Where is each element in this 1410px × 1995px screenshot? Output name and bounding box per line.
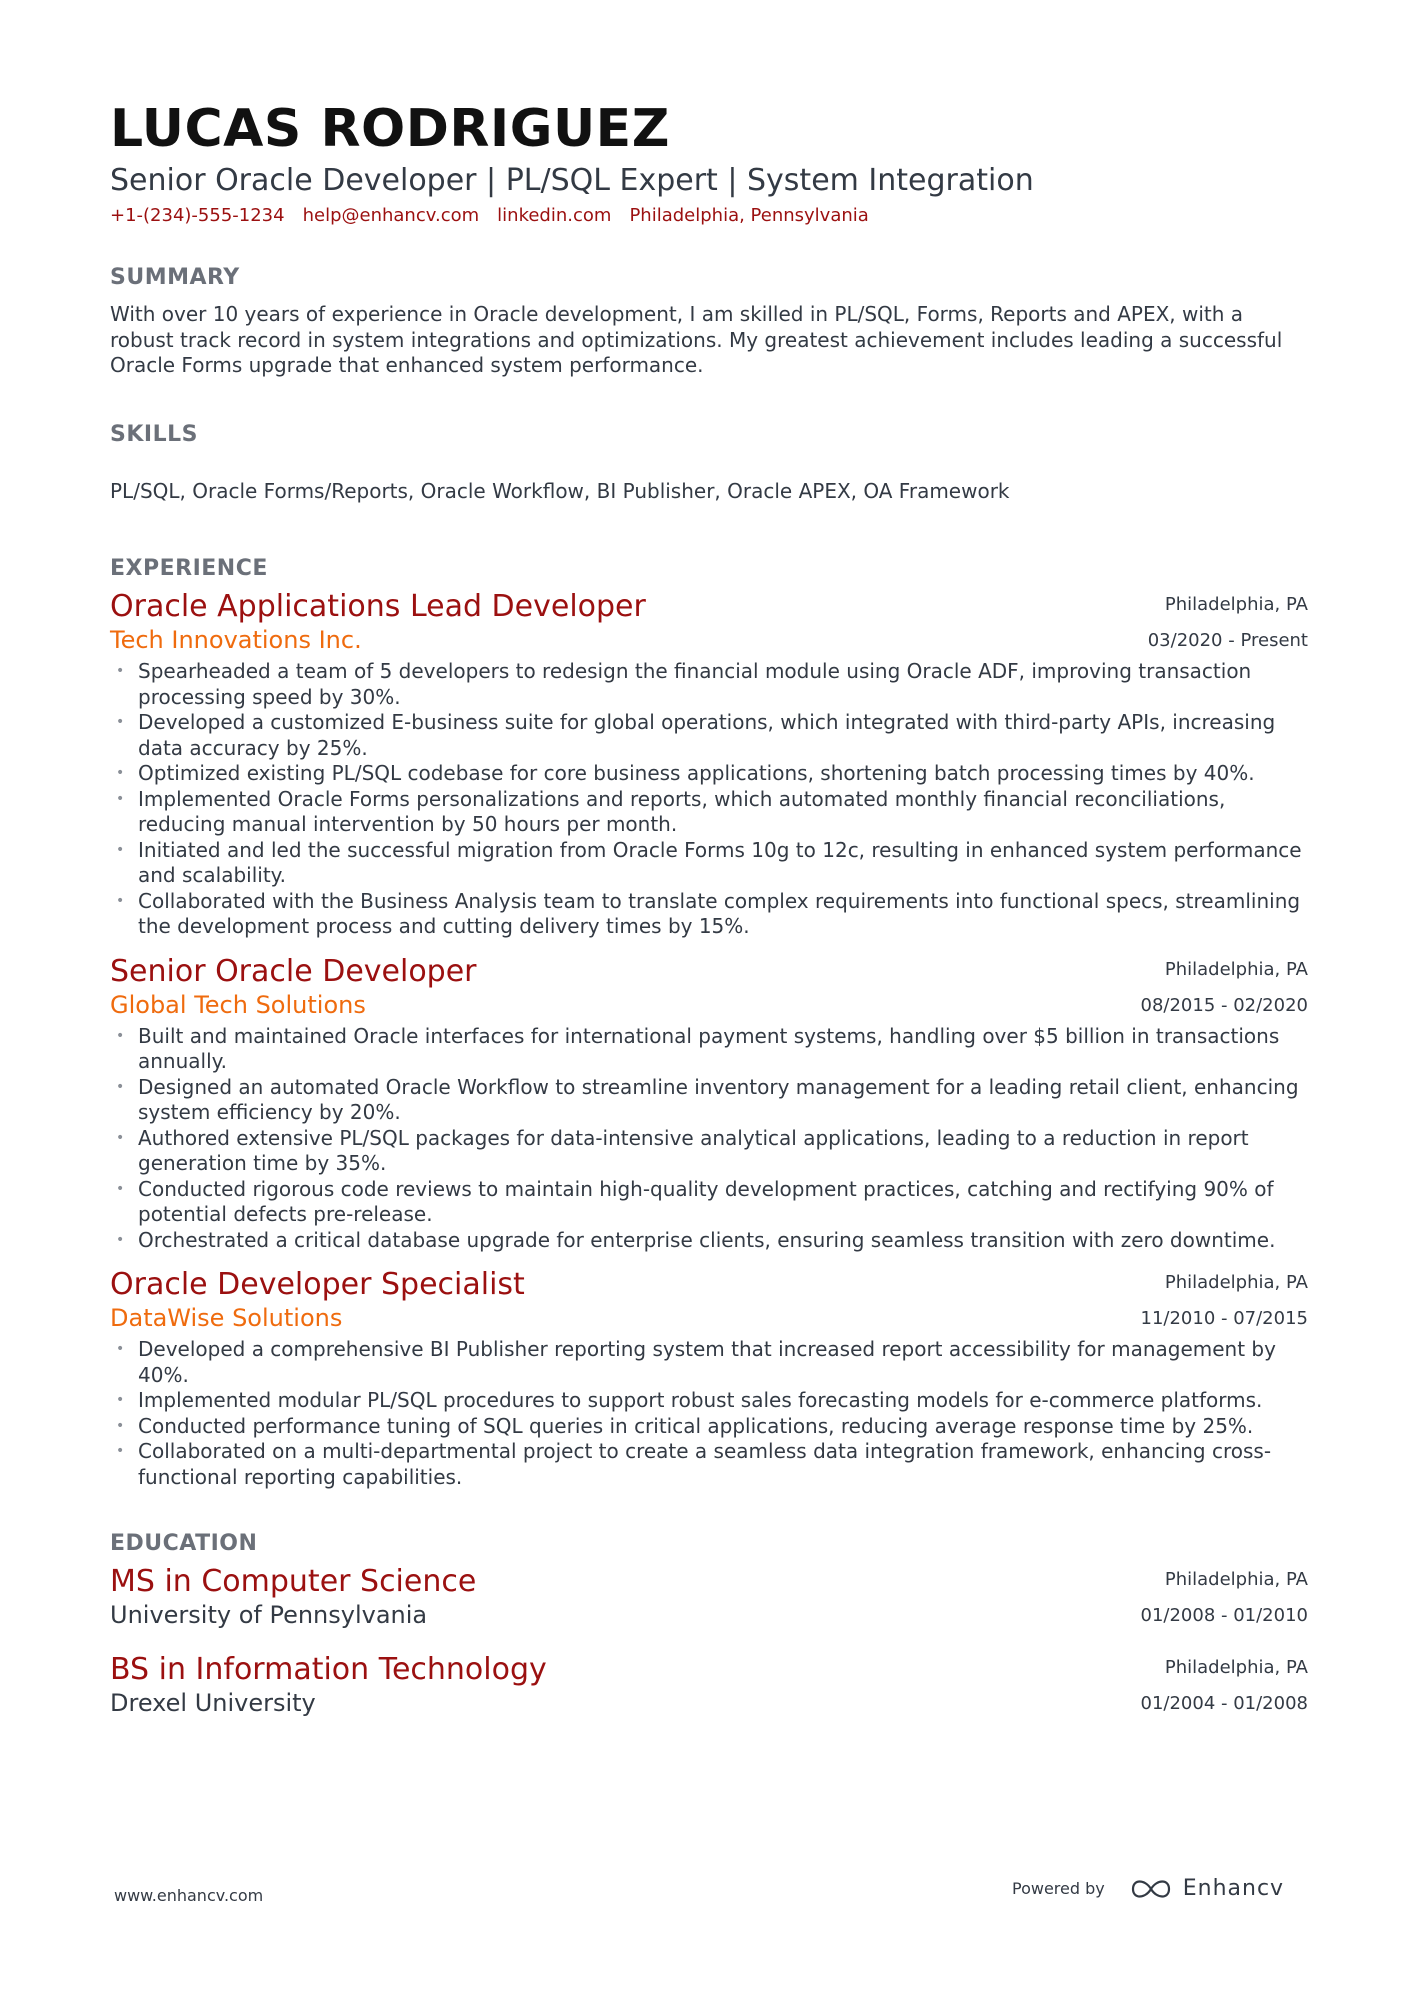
enhancv-logo-icon: [1129, 1877, 1173, 1901]
list-item: • Conducted rigorous code reviews to maintain high-quality development practices, catching and rectifying 90% of potential defects pre-release.: [116, 1176, 1274, 1226]
entry-dates: 01/2004 - 01/2008: [1140, 1693, 1308, 1714]
company-name: Global Tech Solutions: [110, 990, 366, 1019]
education-entry: [110, 1564, 1308, 1630]
bullet-icon: •: [116, 1027, 125, 1044]
bullet-icon: •: [116, 663, 125, 679]
job-title: Oracle Developer Specialist: [110, 1267, 525, 1302]
list-item: • Authored extensive PL/SQL packages for data-intensive analytical applications, leading to a reduction in report generation time by 35%.: [116, 1125, 1249, 1175]
summary-text: With over 10 years of experience in Oracle development, I am skilled in PL/SQL, Forms, Reports and APEX, with a robust track record in system integrations and optimizations. My greatest achievement includes leading a successful Oracle Forms upgrade that enhanced system performance.: [110, 302, 1283, 377]
entry-dates: 01/2008 - 01/2010: [1140, 1605, 1308, 1626]
list-item: • Orchestrated a critical database upgrade for enterprise clients, ensuring seamless transition with zero downtime.: [116, 1227, 1276, 1252]
bullet-icon: •: [116, 892, 125, 909]
degree-title: BS in Information Technology: [110, 1652, 547, 1687]
entry-location: Philadelphia, PA: [1164, 958, 1308, 980]
list-item: • Built and maintained Oracle interfaces for international payment systems, handling over $5 billion in transactions annually.: [116, 1023, 1280, 1073]
experience-entry: [110, 589, 1308, 940]
entry-location: Philadelphia, PA: [1164, 1569, 1308, 1590]
bullet-icon: •: [116, 1443, 125, 1459]
list-item: • Developed a customized E-business suite for global operations, which integrated with third-party APIs, increasing data accuracy by 25%.: [116, 710, 1276, 760]
entry-dates: 11/2010 - 07/2015: [1140, 1308, 1308, 1329]
list-item: • Collaborated on a multi-departmental project to create a seamless data integration framework, enhancing cross-functional reporting capabilities.: [116, 1439, 1272, 1489]
list-item: • Conducted performance tuning of SQL queries in critical applications, reducing average response time by 25%.: [116, 1413, 1254, 1438]
job-title: Senior Oracle Developer: [110, 953, 477, 989]
entry-location: Philadelphia, PA: [1164, 594, 1308, 615]
entry-dates: 03/2020 - Present: [1147, 630, 1308, 651]
candidate-name: LUCAS RODRIGUEZ: [110, 99, 670, 159]
education-heading: EDUCATION: [110, 1531, 258, 1556]
list-item: • Developed a comprehensive BI Publisher reporting system that increased report accessibility for management by 40%.: [116, 1337, 1276, 1387]
company-name: DataWise Solutions: [110, 1304, 343, 1332]
job-bullets: [110, 659, 1308, 940]
list-item: • Collaborated with the Business Analysis team to translate complex requirements into functional specs, streamlining the development process and cutting delivery times by 15%.: [116, 888, 1301, 938]
list-item: • Optimized existing PL/SQL codebase for core business applications, shortening batch processing times by 40%.: [116, 761, 1255, 785]
bullet-icon: •: [116, 1231, 125, 1248]
experience-heading: EXPERIENCE: [110, 556, 268, 581]
contact-location: Philadelphia, Pennsylvania: [629, 205, 869, 226]
list-item: • Implemented Oracle Forms personalizations and reports, which automated monthly financial reconciliations, reducing manual intervention by 50 hours per month.: [116, 786, 1226, 836]
company-name: Tech Innovations Inc.: [110, 626, 362, 654]
job-bullets: [110, 1337, 1308, 1490]
job-title: Oracle Applications Lead Developer: [110, 589, 646, 624]
school-name: University of Pennsylvania: [110, 1601, 428, 1629]
list-item: • Implemented modular PL/SQL procedures to support robust sales forecasting models for e-commerce platforms.: [116, 1388, 1263, 1412]
list-item: • Initiated and led the successful migration from Oracle Forms 10g to 12c, resulting in enhanced system performance and scalability.: [116, 837, 1302, 887]
footer-website[interactable]: www.enhancv.com: [114, 1886, 264, 1905]
summary-heading: SUMMARY: [110, 265, 240, 290]
contact-email[interactable]: help@enhancv.com: [302, 205, 480, 226]
entry-location: Philadelphia, PA: [1164, 1657, 1308, 1678]
bullet-icon: •: [116, 790, 125, 807]
skills-heading: SKILLS: [110, 421, 198, 447]
bullet-icon: •: [116, 1078, 125, 1095]
school-name: Drexel University: [110, 1689, 316, 1717]
powered-by-label: Powered by: [1012, 1879, 1105, 1898]
bullet-icon: •: [116, 765, 125, 781]
list-item: • Designed an automated Oracle Workflow to streamline inventory management for a leading retail client, enhancing system efficiency by 20%.: [116, 1074, 1299, 1124]
headline: Senior Oracle Developer | PL/SQL Expert | System Integration: [110, 163, 1034, 198]
footer-branding: [1012, 1876, 1284, 1901]
entry-location: Philadelphia, PA: [1164, 1272, 1308, 1293]
bullet-icon: •: [116, 841, 125, 858]
experience-entry: [110, 954, 1308, 1254]
bullet-icon: •: [116, 1180, 125, 1197]
degree-title: MS in Computer Science: [110, 1564, 477, 1599]
contact-linkedin[interactable]: linkedin.com: [497, 205, 612, 226]
skills-text: PL/SQL, Oracle Forms/Reports, Oracle Workflow, BI Publisher, Oracle APEX, OA Framework: [110, 478, 1010, 503]
resume-page: [110, 100, 1308, 1718]
contact-phone[interactable]: +1-(234)-555-1234: [110, 205, 285, 226]
enhancv-logo[interactable]: [1129, 1876, 1284, 1901]
experience-entry: [110, 1267, 1308, 1490]
bullet-icon: •: [116, 1417, 125, 1434]
job-bullets: [110, 1024, 1308, 1254]
bullet-icon: •: [116, 1392, 125, 1408]
brand-name: Enhancv: [1182, 1876, 1285, 1901]
education-entry: [110, 1652, 1308, 1718]
list-item: • Spearheaded a team of 5 developers to redesign the financial module using Oracle ADF, improving transaction processing speed by 30%.: [116, 659, 1252, 709]
bullet-icon: •: [116, 1129, 125, 1146]
contact-row: [110, 204, 1308, 228]
bullet-icon: •: [116, 1341, 125, 1357]
entry-dates: 08/2015 - 02/2020: [1140, 994, 1308, 1016]
bullet-icon: •: [116, 714, 125, 730]
